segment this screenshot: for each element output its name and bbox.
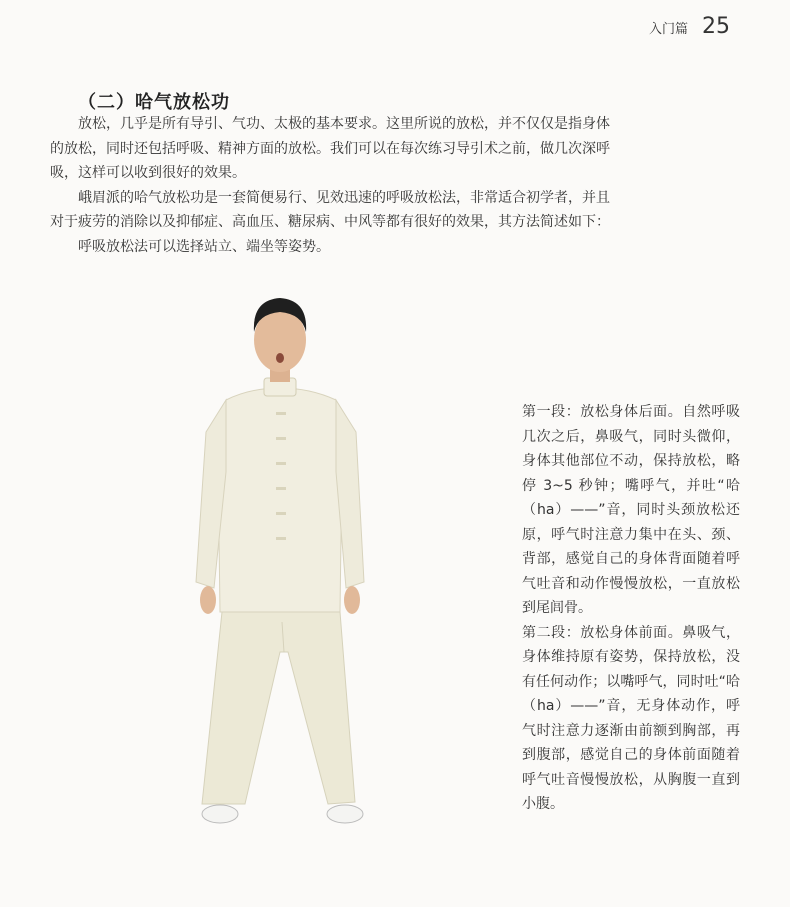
intro-text [50, 112, 610, 259]
section-name: 入门篇 [648, 22, 688, 37]
page-header [649, 14, 730, 39]
intro-paragraph-3: 呼吸放松法可以选择站立、端坐等姿势。 [78, 238, 330, 255]
page-number: 25 [702, 14, 730, 39]
step-2-text: 第二段：放松身体前面。鼻吸气，身体维持原有姿势，保持放松，没有任何动作；以嘴呼气，同时吐“哈（ha）——”音，无身体动作，呼气时注意力逐渐由前额到胸部，再到腹部，感觉自己的身体前面随着呼气吐音慢慢放松，从胸腹一直到小腹。 [522, 624, 740, 812]
steps-text [522, 400, 740, 817]
intro-paragraph-1: 放松，几乎是所有导引、气功、太极的基本要求。这里所说的放松，并不仅仅是指身体的放松，同时还包括呼吸、精神方面的放松。我们可以在每次练习导引术之前，做几次深呼吸，这样可以收到很好的效果。 [50, 116, 610, 181]
step-1-text: 第一段：放松身体后面。自然呼吸几次之后，鼻吸气，同时头微仰，身体其他部位不动，保持放松，略停 3~5 秒钟；嘴呼气，并吐“哈（ha）——”音，同时头颈放松还原，呼气时注意力集中在头、颈、背部，感觉自己的身体背面随着呼气吐音和动作慢慢放松，一直放松到尾闾骨。 [522, 404, 740, 616]
standing-practitioner-photo [190, 292, 370, 852]
intro-paragraph-2: 峨眉派的哈气放松功是一套简便易行、见效迅速的呼吸放松法，非常适合初学者，并且对于疲劳的消除以及抑郁症、高血压、糖尿病、中风等都有很好的效果，其方法简述如下： [50, 189, 610, 230]
section-title: （二）哈气放松功 [78, 92, 230, 113]
